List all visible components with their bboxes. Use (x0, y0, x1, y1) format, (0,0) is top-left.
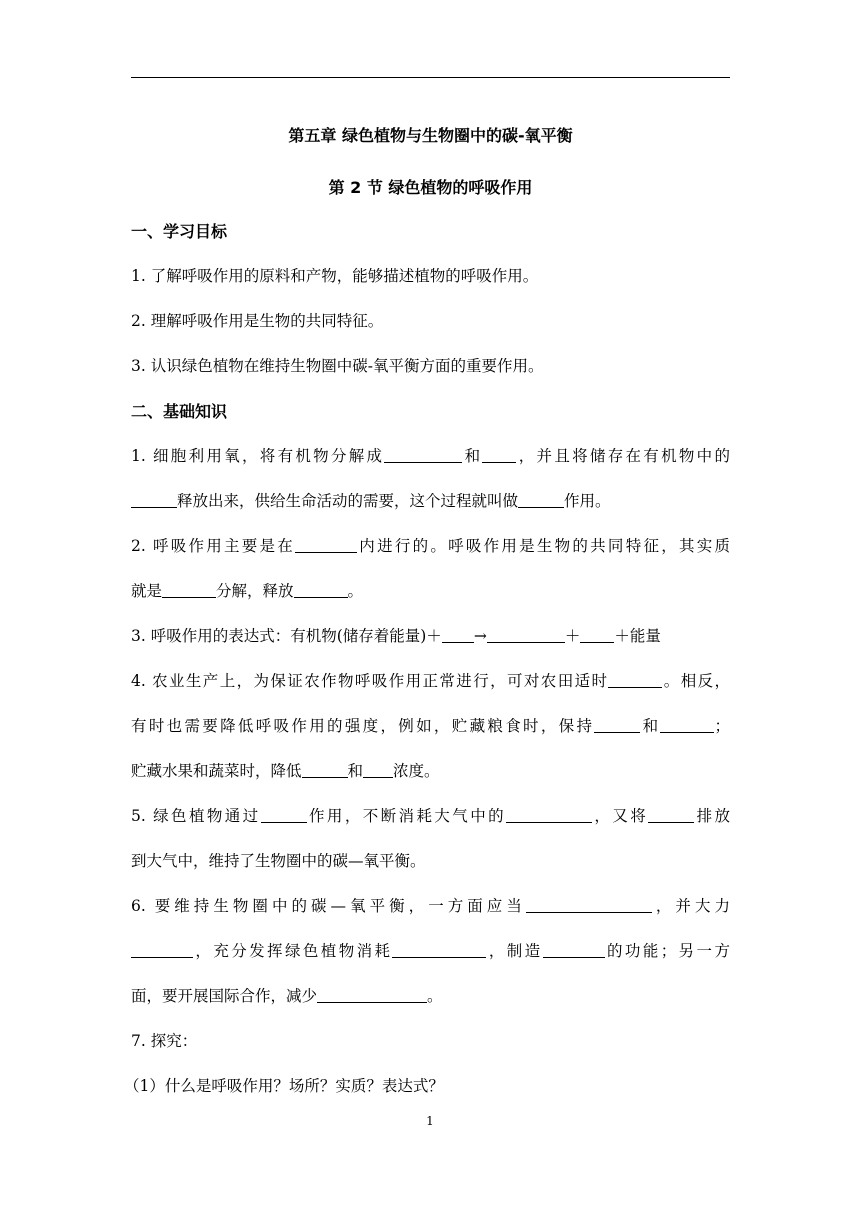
answer-blank[interactable] (594, 718, 640, 733)
answer-blank[interactable] (302, 763, 348, 778)
page-number: 1 (426, 1114, 434, 1128)
answer-blank[interactable] (363, 763, 393, 778)
question-4-line-2: 有时也需要降低呼吸作用的强度，例如，贮藏粮食时，保持 和 ； (131, 717, 730, 735)
question-5-line-1: 5. 绿色植物通过 作用，不断消耗大气中的 ，又将 排放 (131, 807, 730, 825)
answer-blank[interactable] (392, 943, 486, 958)
answer-blank[interactable] (506, 808, 592, 823)
question-6-line-3: 面，要开展国际合作，减少 。 (131, 987, 443, 1005)
answer-blank[interactable] (131, 943, 193, 958)
question-7-sub-1: （1）什么是呼吸作用？场所？实质？表达式？ (124, 1077, 444, 1095)
answer-blank[interactable] (442, 628, 474, 643)
question-3: 3. 呼吸作用的表达式：有机物(储存着能量)＋ → ＋ ＋能量 (131, 627, 661, 645)
question-4-line-3: 贮藏水果和蔬菜时，降低 和 浓度。 (131, 762, 440, 780)
goal-item-2: 2. 理解呼吸作用是生物的共同特征。 (131, 312, 384, 330)
question-5-line-2: 到大气中，维持了生物圈中的碳—氧平衡。 (131, 852, 426, 870)
question-1-line-2: 释放出来，供给生命活动的需要，这个过程就叫做 作用。 (131, 489, 730, 511)
question-2-line-1: 2. 呼吸作用主要是在 内进行的。呼吸作用是生物的共同特征，其实质 (131, 537, 730, 555)
question-6-line-2: ，充分发挥绿色植物消耗 ，制造 的功能；另一方 (131, 939, 730, 961)
answer-blank[interactable] (131, 493, 177, 508)
heading-basic-knowledge: 二、基础知识 (131, 402, 228, 421)
heading-learning-goals: 一、学习目标 (131, 222, 228, 241)
question-2-line-2: 就是 分解，释放 。 (131, 582, 364, 600)
goal-item-1: 1. 了解呼吸作用的原料和产物，能够描述植物的呼吸作用。 (131, 267, 539, 285)
question-6-line-1: 6. 要维持生物圈中的碳—氧平衡，一方面应当 ，并大力 (131, 897, 730, 915)
section-title: 第 2 节 绿色植物的呼吸作用 (328, 178, 533, 197)
answer-blank[interactable] (487, 628, 565, 643)
chapter-title: 第五章 绿色植物与生物圈中的碳-氧平衡 (288, 126, 573, 145)
question-1-line-1: 1. 细胞利用氧，将有机物分解成 和 ，并且将储存在有机物中的 (131, 447, 730, 465)
answer-blank[interactable] (294, 583, 348, 598)
answer-blank[interactable] (295, 538, 357, 553)
answer-blank[interactable] (261, 808, 307, 823)
question-7: 7. 探究： (131, 1032, 198, 1050)
goal-item-3: 3. 认识绿色植物在维持生物圈中碳-氧平衡方面的重要作用。 (131, 357, 544, 375)
answer-blank[interactable] (518, 493, 564, 508)
header-rule (131, 77, 730, 78)
answer-blank[interactable] (526, 898, 652, 913)
answer-blank[interactable] (648, 808, 694, 823)
arrow-icon: → (473, 627, 487, 645)
question-4-line-1: 4. 农业生产上，为保证农作物呼吸作用正常进行，可对农田适时 。相反， (131, 672, 730, 690)
answer-blank[interactable] (482, 448, 516, 463)
answer-blank[interactable] (580, 628, 614, 643)
answer-blank[interactable] (162, 583, 216, 598)
answer-blank[interactable] (543, 943, 605, 958)
answer-blank[interactable] (608, 673, 662, 688)
answer-blank[interactable] (660, 718, 714, 733)
answer-blank[interactable] (384, 448, 462, 463)
answer-blank[interactable] (317, 988, 427, 1003)
